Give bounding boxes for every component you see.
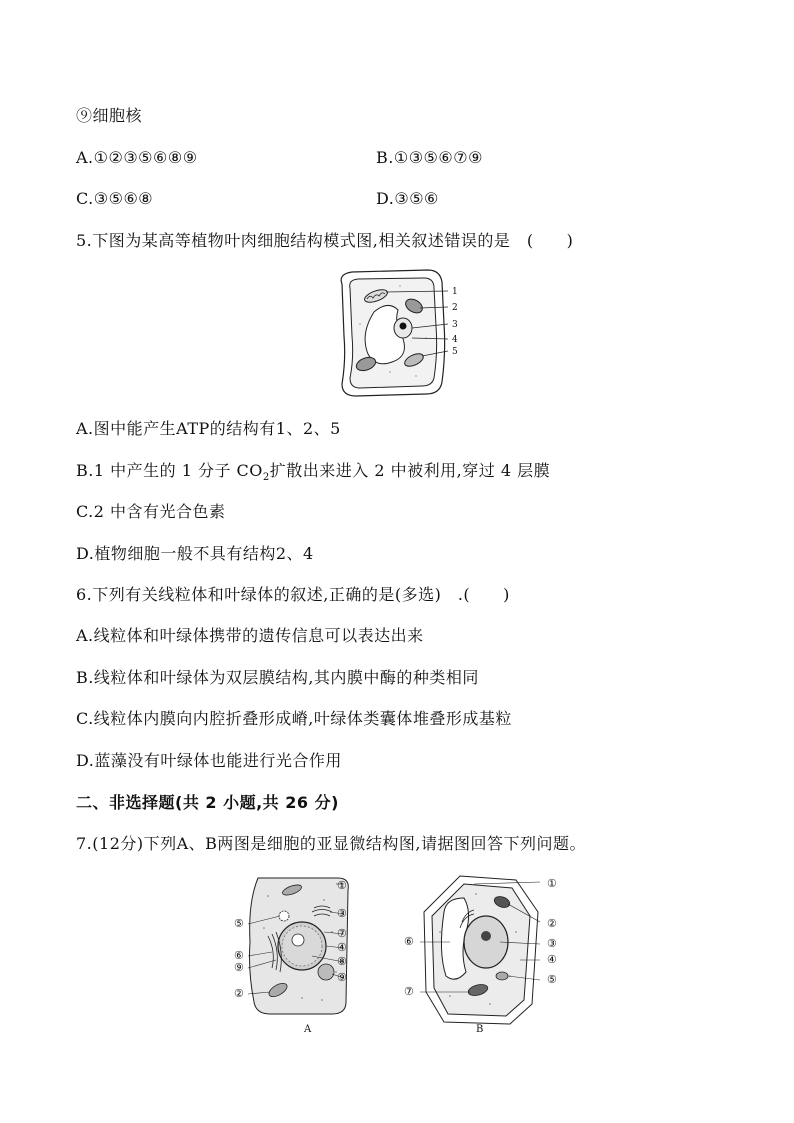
q5-option-b-text: B.1 中产生的 1 分子 CO: [76, 461, 263, 480]
q5-option-b-subscript: 2: [262, 472, 270, 484]
section-heading: 二、非选择题(共 2 小题,共 26 分): [76, 793, 339, 812]
q7-fig-a-caption: A: [304, 1024, 312, 1035]
q6-option-c: C.线粒体内膜向内腔折叠形成嵴,叶绿体类囊体堆叠形成基粒: [76, 709, 512, 728]
q7-fig-a-label-4: ④: [337, 941, 347, 954]
q4-options-row-1: [76, 148, 716, 168]
q5-label-5: 5: [452, 347, 458, 357]
q7-fig-b-label-3: ③: [547, 937, 557, 950]
q7-fig-a-label-1: ①: [337, 879, 347, 892]
q5-label-3: 3: [452, 320, 458, 330]
q6-stem: 6.下列有关线粒体和叶绿体的叙述,正确的是(多选) .( ): [76, 585, 510, 604]
q7-stem: 7.(12分)下列A、B两图是细胞的亚显微结构图,请据图回答下列问题。: [76, 834, 587, 853]
q7-fig-b-label-5: ⑤: [547, 973, 557, 986]
q7-fig-a-label-9-left: ⑨: [234, 961, 244, 974]
q7-fig-b-label-4: ④: [547, 953, 557, 966]
q5-stem: 5.下图为某高等植物叶肉细胞结构模式图,相关叙述错误的是 ( ): [76, 231, 574, 250]
q7-fig-b-label-7: ⑦: [404, 985, 414, 998]
q7-fig-a-label-3: ③: [337, 907, 347, 920]
q7-fig-a-label-8: ⑧: [337, 955, 347, 968]
q7-figure-b-plant-cell: [420, 872, 540, 1032]
q7-fig-a-label-7: ⑦: [337, 927, 347, 940]
q5-label-1: 1: [452, 287, 458, 297]
q5-option-b: [76, 461, 550, 488]
q4-option-b: B.①③⑤⑥⑦⑨: [376, 148, 483, 167]
q7-fig-b-label-6: ⑥: [404, 935, 414, 948]
q5-label-2: 2: [452, 303, 458, 313]
q5-option-a: A.图中能产生ATP的结构有1、2、5: [76, 419, 341, 438]
q7-fig-a-label-9: ⑨: [337, 971, 347, 984]
q7-fig-b-label-1: ①: [547, 877, 557, 890]
q7-fig-a-label-2: ②: [234, 987, 244, 1000]
q7-fig-a-label-6: ⑥: [234, 949, 244, 962]
q7-fig-b-caption: B: [476, 1024, 484, 1035]
q5-option-d: D.植物细胞一般不具有结构2、4: [76, 544, 314, 563]
q4-options-row-2: [76, 189, 716, 209]
q7-fig-a-label-5: ⑤: [234, 917, 244, 930]
q4-option-c: C.③⑤⑥⑧: [76, 189, 154, 208]
q5-plant-cell-figure: [330, 264, 470, 404]
q6-option-a: A.线粒体和叶绿体携带的遗传信息可以表达出来: [76, 626, 424, 645]
q4-option-d: D.③⑤⑥: [376, 189, 439, 208]
q5-option-b-text-rest: 扩散出来进入 2 中被利用,穿过 4 层膜: [269, 461, 551, 480]
q5-label-4: 4: [452, 335, 458, 345]
q5-option-c: C.2 中含有光合色素: [76, 502, 226, 521]
q7-figure-a-animal-cell: [228, 872, 368, 1032]
q4-option-a: A.①②③⑤⑥⑧⑨: [76, 148, 198, 167]
q6-option-d: D.蓝藻没有叶绿体也能进行光合作用: [76, 751, 342, 770]
q7-fig-b-label-2: ②: [547, 917, 557, 930]
q6-option-b: B.线粒体和叶绿体为双层膜结构,其内膜中酶的种类相同: [76, 668, 479, 687]
q4-item-9: ⑨细胞核: [76, 106, 143, 125]
